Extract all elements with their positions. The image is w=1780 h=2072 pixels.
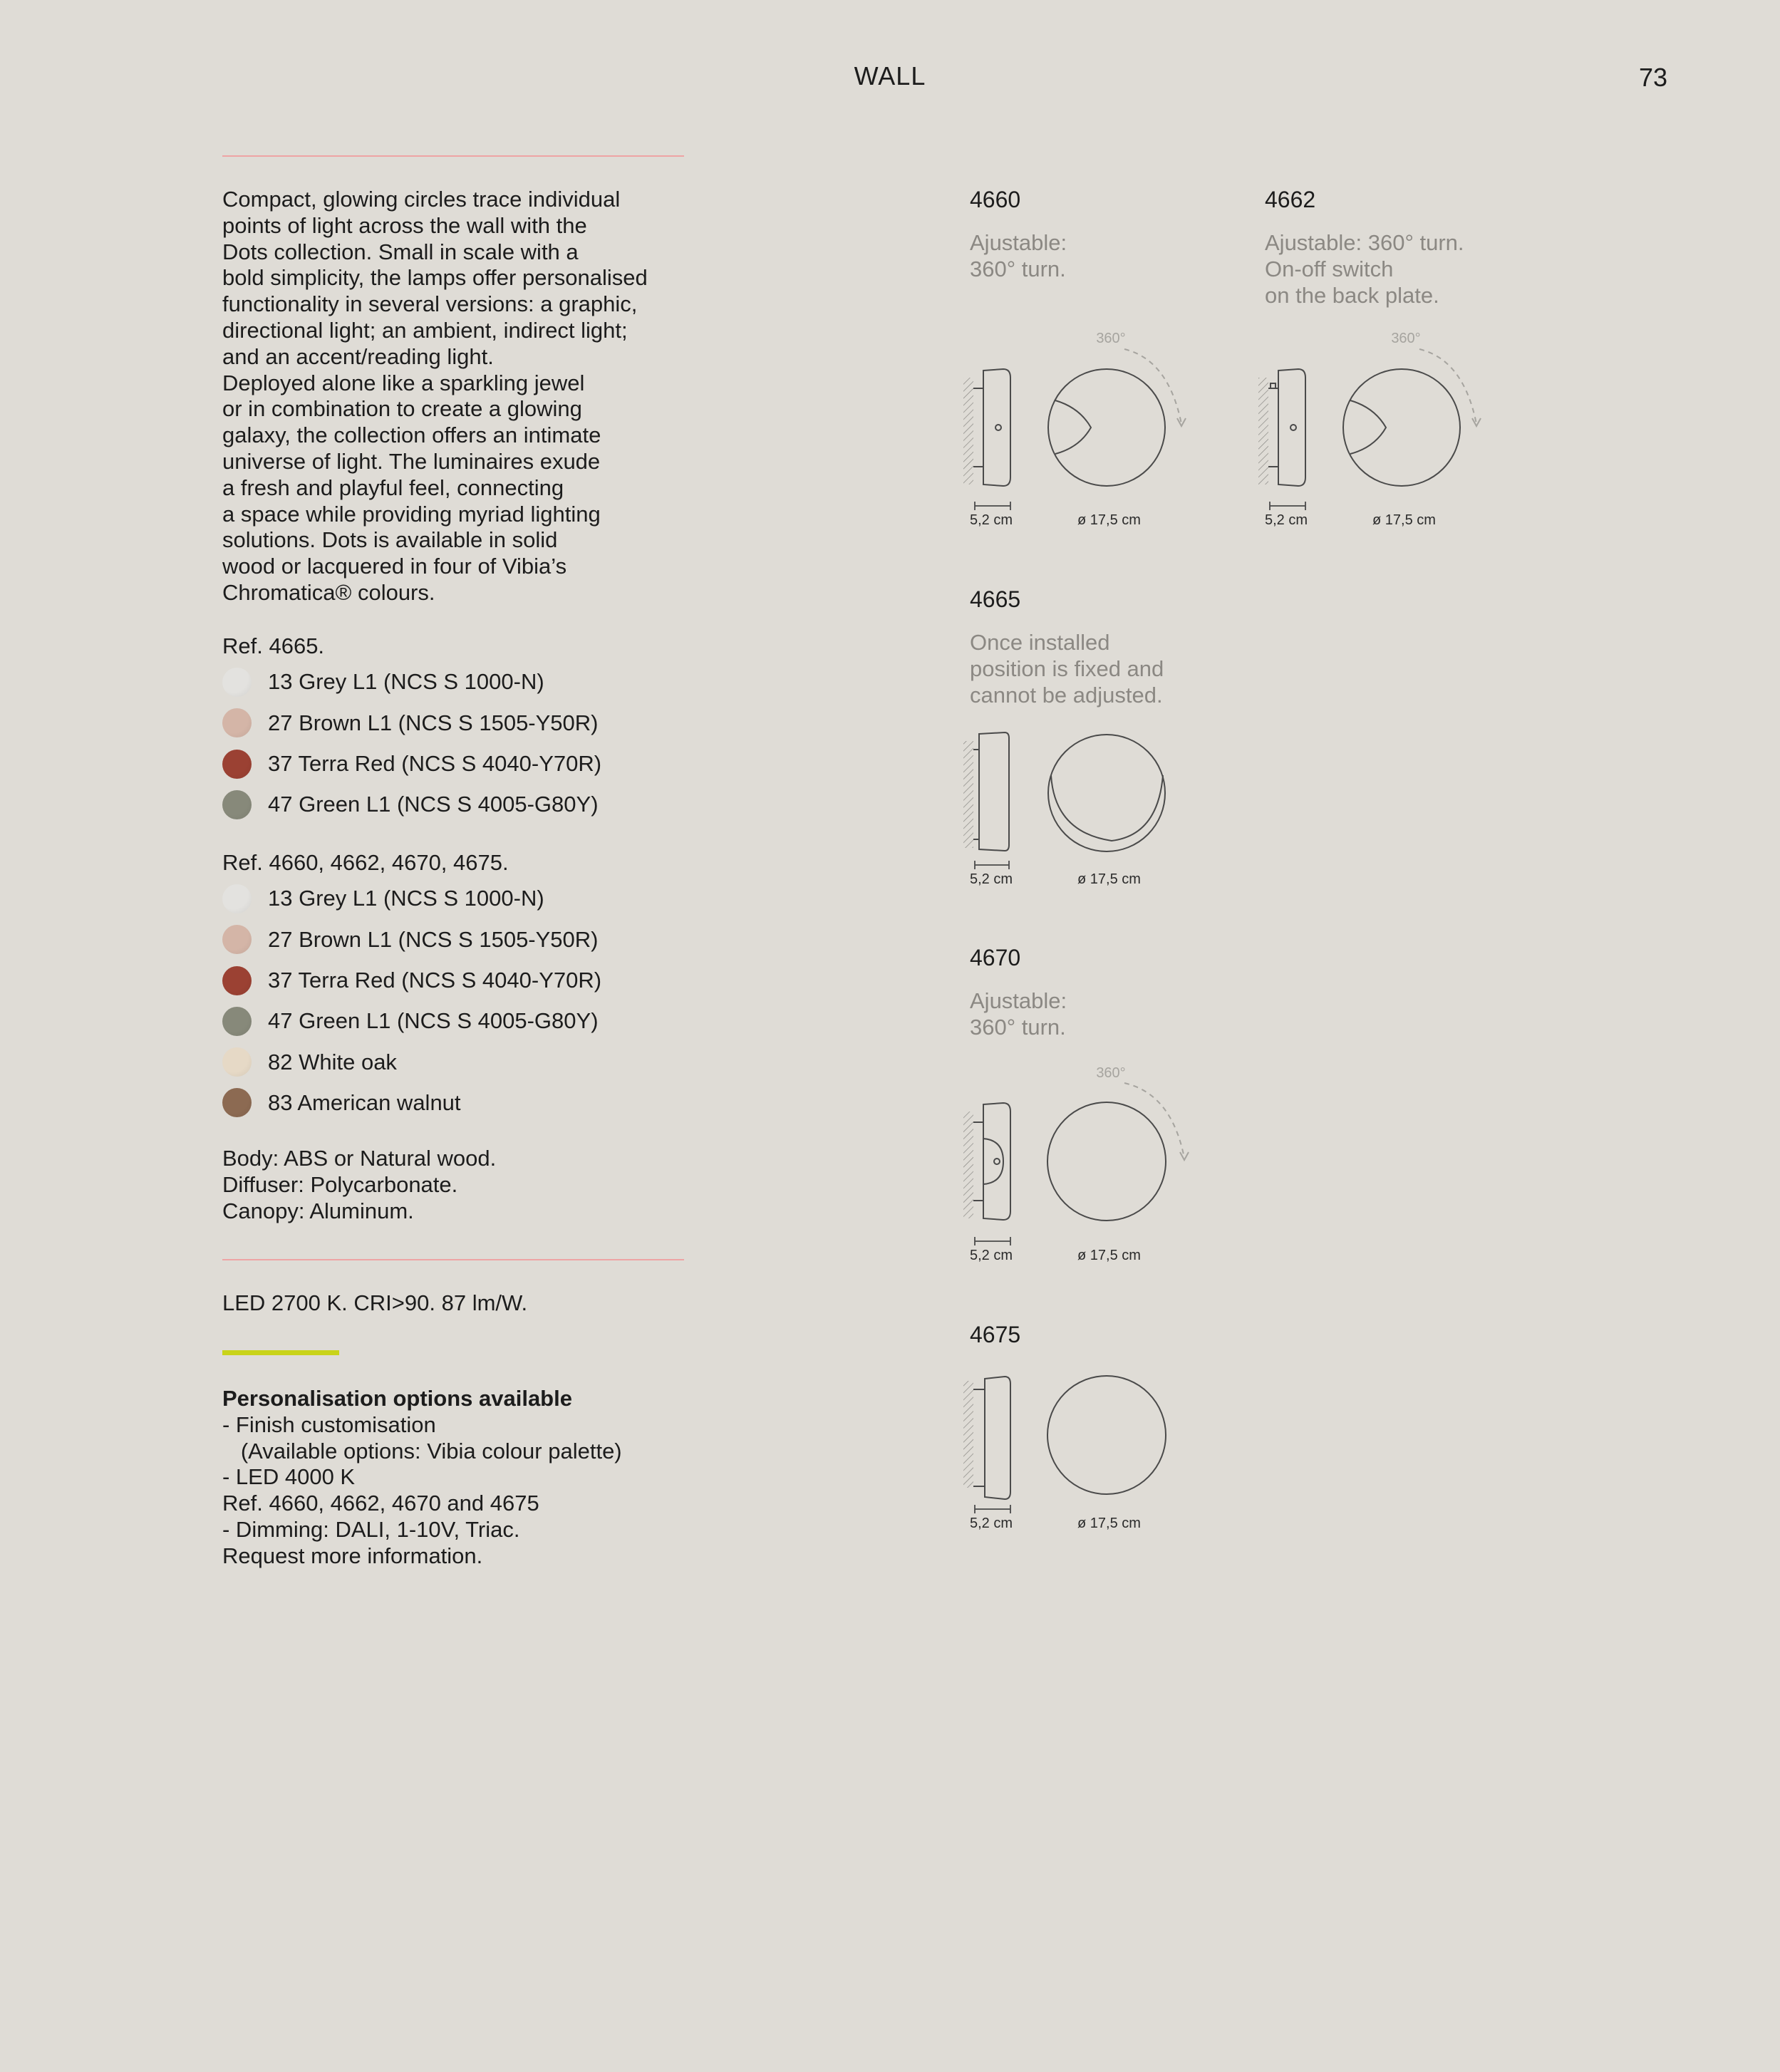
depth-label: 5,2 cm [970, 512, 1013, 528]
personalisation-title: Personalisation options available [222, 1386, 572, 1411]
swatch-label: 27 Brown L1 (NCS S 1505-Y50R) [268, 926, 599, 952]
material-body: Body: ABS or Natural wood. [222, 1146, 497, 1171]
wall-hatch [963, 378, 973, 485]
rotation-arrow [1124, 1083, 1184, 1158]
rotation-arrow-head [1472, 418, 1481, 426]
diameter-label: ø 17,5 cm [1077, 512, 1141, 528]
lamp-side-view [979, 732, 1009, 851]
depth-label: 5,2 cm [1265, 512, 1308, 528]
wall-hatch [1258, 378, 1268, 485]
swatch-label: 13 Grey L1 (NCS S 1000-N) [268, 669, 544, 695]
pivot-point [1290, 425, 1296, 430]
swatch-label: 37 Terra Red (NCS S 4040-Y70R) [268, 968, 602, 993]
lamp-side-view [983, 369, 1010, 486]
pivot-point [995, 425, 1001, 430]
canopy-side [973, 1115, 983, 1201]
diameter-label: ø 17,5 cm [1372, 512, 1436, 528]
intro-paragraph: Compact, glowing circles trace individual points of light across the wall with the Dots collection. Small in scale with a bold simplicity, the lamps offer personalised functionality in several versions: a graphic, directional light; an ambient, indirect light; and an accent/reading light. Deployed alone like a sparkling jewel or in combination to create a glowing galaxy, the collection offers an intimate universe of light. The luminaires exude a fresh and playful feel, connecting a space while providing myriad lighting solutions. Dots is available in solid wood or lacquered in four of Vibia’s Chromatica® colours. [222, 187, 648, 605]
product-code: 4670 [970, 945, 1021, 970]
product-description: Once installed position is fixed and cannot be adjusted. [970, 630, 1164, 708]
diameter-label: ø 17,5 cm [1077, 1516, 1141, 1531]
product-code: 4660 [970, 187, 1021, 212]
rotation-label: 360° [1096, 331, 1126, 346]
material-canopy: Canopy: Aluminum. [222, 1198, 414, 1223]
depth-dimension-line [1270, 502, 1305, 510]
material-diffuser: Diffuser: Polycarbonate. [222, 1171, 458, 1197]
rotation-arrow-head [1177, 418, 1186, 426]
rotation-label: 360° [1391, 331, 1421, 346]
product-description: Ajustable: 360° turn. [970, 988, 1067, 1040]
pivot-point [994, 1159, 1000, 1164]
personalisation-line: - LED 4000 K [222, 1464, 356, 1490]
depth-dimension-line [975, 1505, 1010, 1513]
lamp-front-view [1047, 1102, 1166, 1221]
swatch-label: 82 White oak [268, 1049, 397, 1074]
depth-dimension-line [975, 502, 1010, 510]
switch-icon [1271, 383, 1276, 388]
personalisation-line: (Available options: Vibia colour palette) [222, 1438, 622, 1464]
product-description: Ajustable: 360° turn. [970, 230, 1067, 281]
page-number: 73 [1638, 63, 1667, 92]
rotation-arrow [1124, 349, 1181, 424]
rotation-label: 360° [1096, 1065, 1126, 1081]
rotation-arrow-head [1180, 1152, 1189, 1160]
swatch-label: 13 Grey L1 (NCS S 1000-N) [268, 886, 544, 911]
drawing-4662 [1258, 349, 1481, 510]
depth-label: 5,2 cm [970, 1516, 1013, 1531]
diameter-label: ø 17,5 cm [1077, 1248, 1141, 1263]
lamp-cutout [1350, 400, 1386, 454]
led-spec: LED 2700 K. CRI>90. 87 lm/W. [222, 1290, 528, 1315]
personalisation-line: Request more information. [222, 1543, 483, 1568]
canopy-side [973, 381, 983, 467]
page-section-title: WALL [854, 61, 926, 90]
lamp-front-view [1048, 369, 1165, 486]
product-code: 4675 [970, 1322, 1021, 1347]
personalisation-line: - Finish customisation [222, 1411, 436, 1437]
lamp-inner-rim [1051, 775, 1163, 841]
drawing-4670 [963, 1083, 1189, 1245]
drawing-4660 [963, 349, 1186, 510]
canopy-side [1268, 381, 1278, 467]
depth-label: 5,2 cm [970, 1248, 1013, 1263]
swatch-label: 47 Green L1 (NCS S 4005-G80Y) [268, 792, 599, 817]
finish-group-heading: Ref. 4665. [222, 633, 325, 658]
wall-hatch [963, 741, 973, 848]
lamp-side-view [983, 1103, 1010, 1220]
lamp-side-view [985, 1377, 1010, 1499]
diameter-label: ø 17,5 cm [1077, 871, 1141, 887]
lamp-front-view [1048, 735, 1165, 851]
lamp-side-view [1278, 369, 1305, 486]
wall-hatch [963, 1381, 973, 1488]
personalisation-line: - Dimming: DALI, 1-10V, Triac. [222, 1516, 520, 1542]
wall-hatch [963, 1112, 973, 1218]
rotation-arrow [1419, 349, 1476, 424]
product-code: 4665 [970, 586, 1021, 612]
swatch-label: 37 Terra Red (NCS S 4040-Y70R) [268, 751, 602, 777]
swatch-label: 27 Brown L1 (NCS S 1505-Y50R) [268, 710, 599, 735]
finish-group-heading: Ref. 4660, 4662, 4670, 4675. [222, 850, 509, 875]
depth-dimension-line [975, 1237, 1010, 1245]
canopy-side [973, 1389, 985, 1486]
canopy-side [973, 750, 979, 839]
swatch-label: 83 American walnut [268, 1089, 461, 1115]
product-code: 4662 [1265, 187, 1316, 212]
depth-label: 5,2 cm [970, 871, 1013, 887]
lamp-front-view [1343, 369, 1460, 486]
depth-dimension-line [975, 861, 1009, 869]
drawing-4675 [963, 1376, 1166, 1513]
lamp-front-view [1047, 1376, 1166, 1494]
drawing-4665 [963, 732, 1165, 869]
lamp-cutout [1055, 400, 1091, 454]
product-description: Ajustable: 360° turn. On-off switch on the back plate. [1265, 230, 1464, 308]
swatch-label: 47 Green L1 (NCS S 4005-G80Y) [268, 1008, 599, 1034]
personalisation-line: Ref. 4660, 4662, 4670 and 4675 [222, 1491, 539, 1516]
